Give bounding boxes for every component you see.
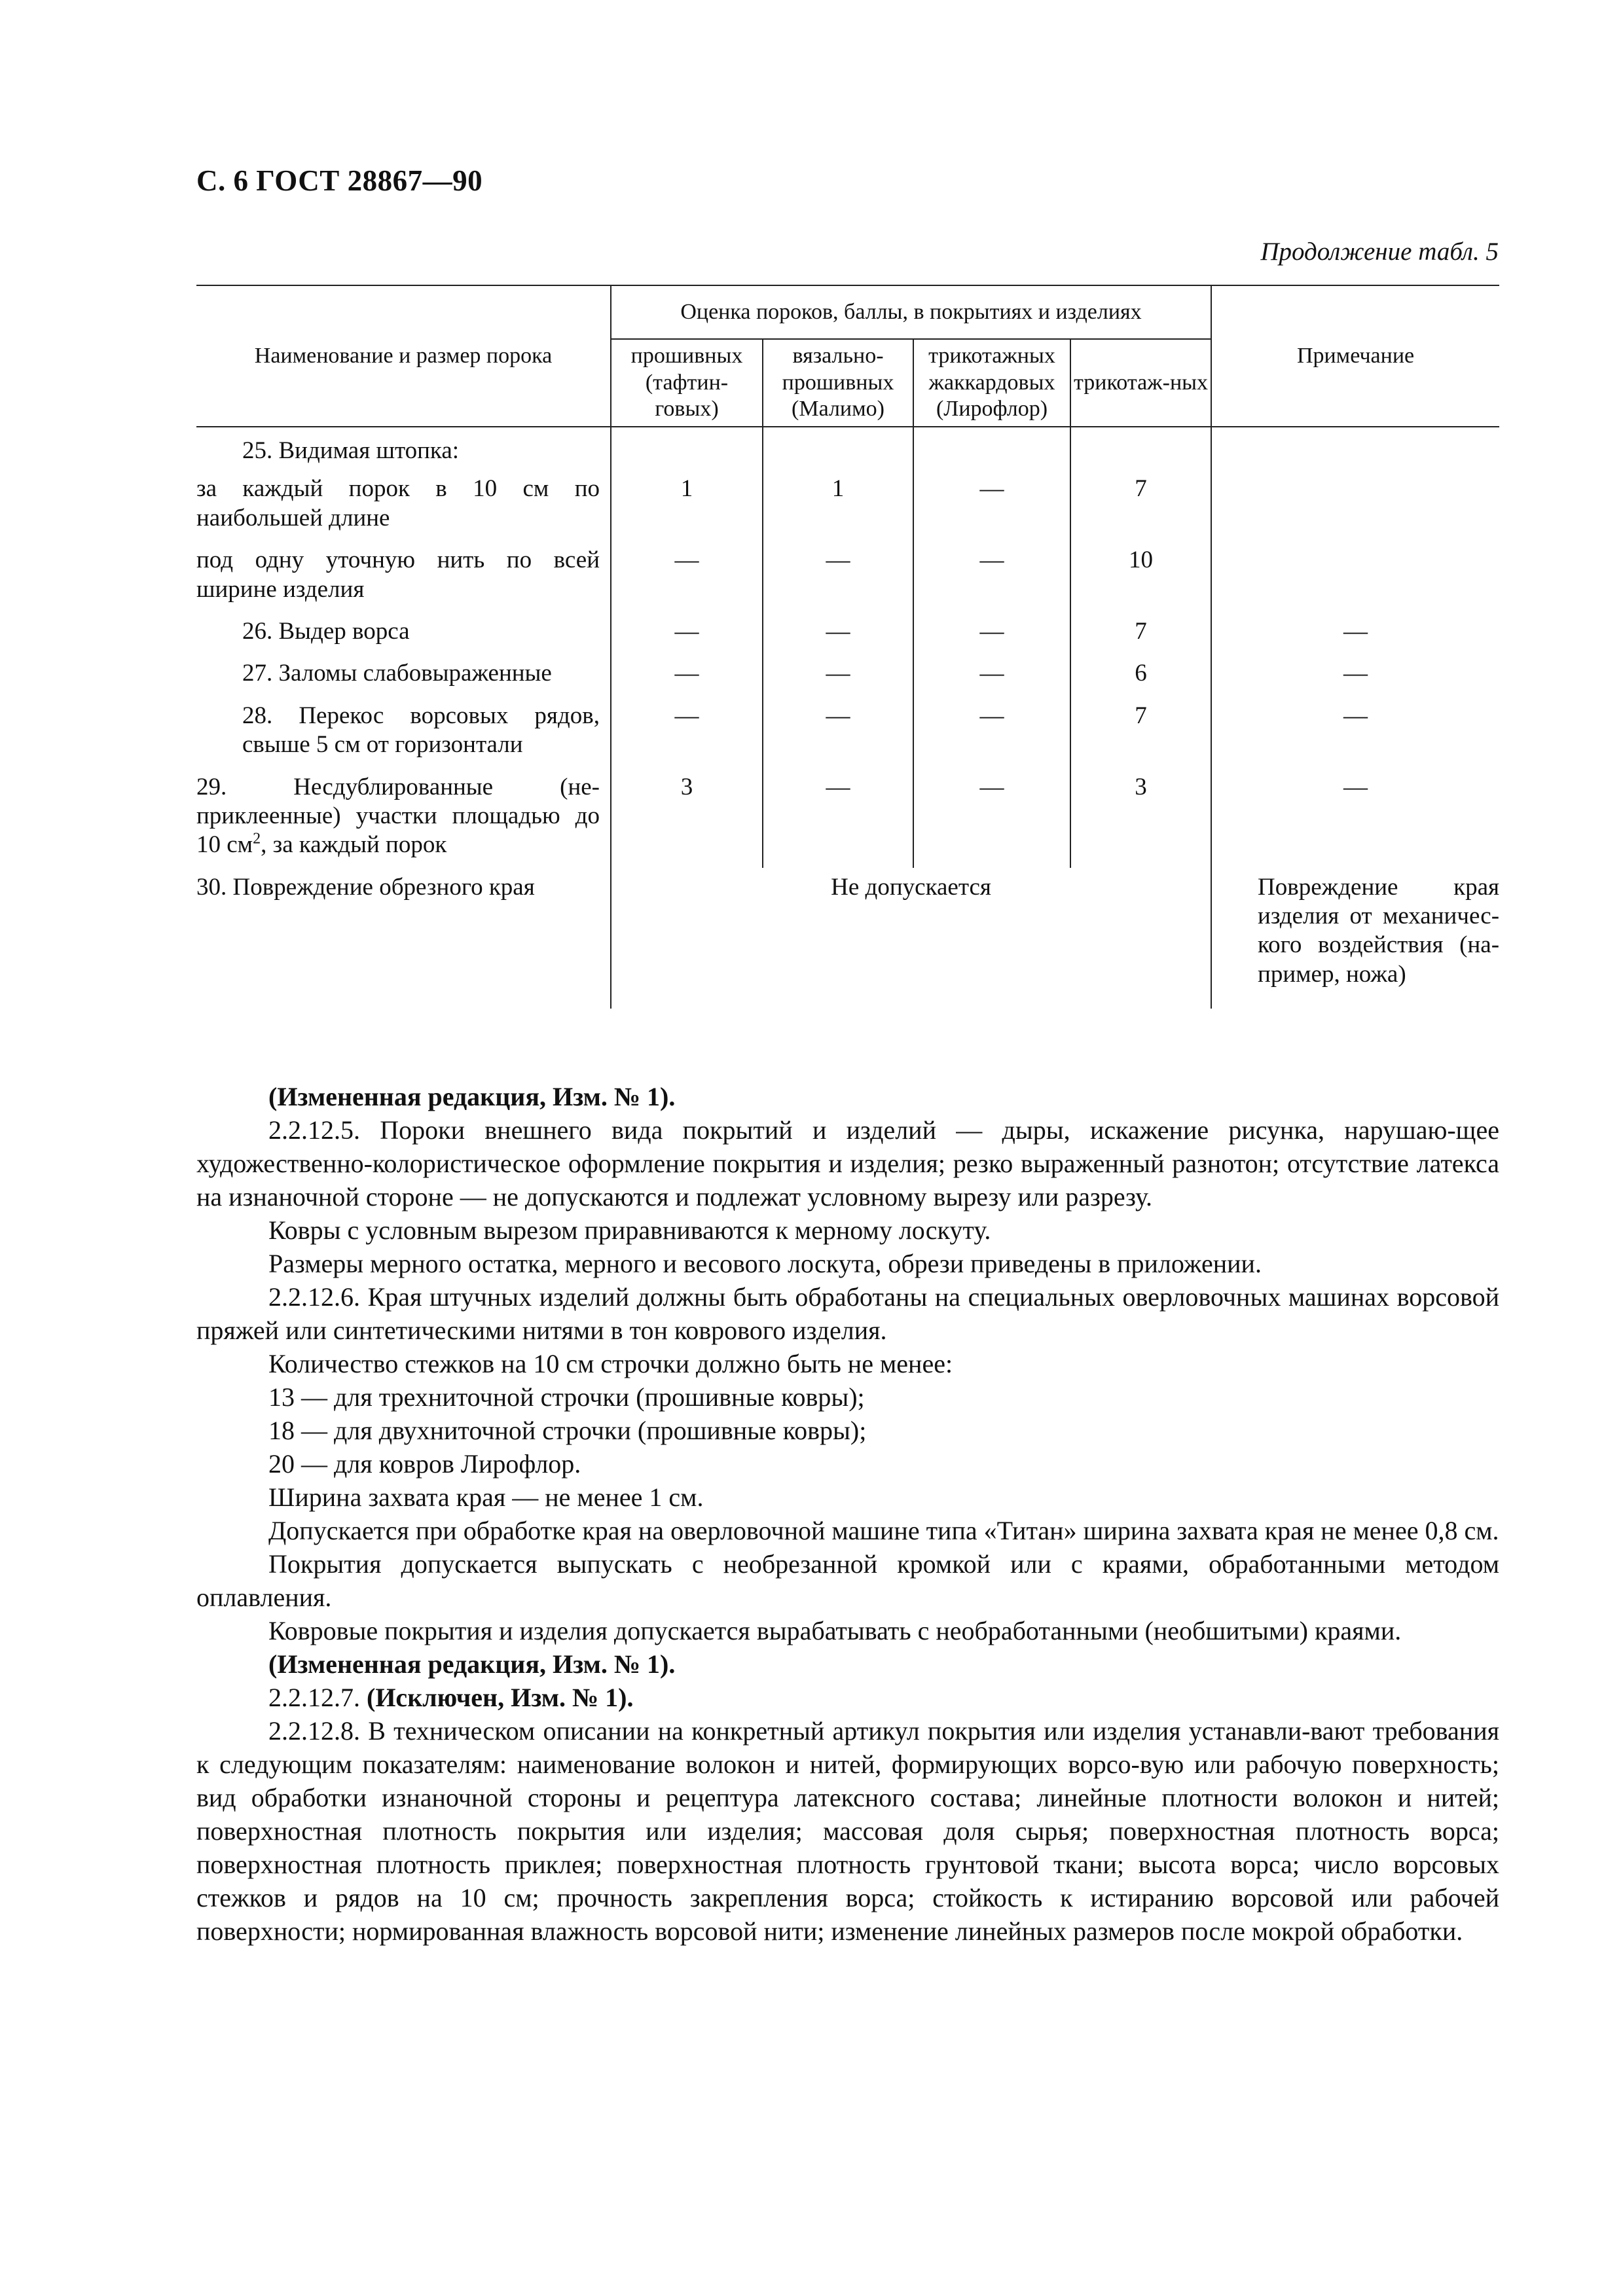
- score-cell: [913, 427, 1070, 469]
- paragraph: Ковры с условным вырезом приравниваются к мерному лоскуту.: [268, 1215, 991, 1245]
- defect-name: 28. Перекос ворсовых рядов, свыше 5 см от горизонтали: [196, 696, 611, 768]
- column-group-header: Оценка пороков, баллы, в покрытиях и изделиях: [611, 285, 1211, 339]
- score-cell: —: [611, 612, 763, 654]
- paragraph: Ковровые покрытия и изделия допускается вырабатывать с необработанными (необшитыми) краями.: [268, 1616, 1402, 1645]
- score-cell: 7: [1070, 696, 1211, 768]
- note-cell: —: [1343, 702, 1368, 729]
- score-cell: [611, 427, 763, 469]
- column-header-note: Примечание: [1211, 285, 1499, 427]
- column-header-name: Наименование и размер порока: [196, 285, 611, 427]
- score-cell: 3: [611, 768, 763, 868]
- score-cell: 1: [611, 469, 763, 541]
- score-cell: —: [913, 541, 1070, 612]
- list-item: 13 — для трехниточной строчки (прошивные ковры);: [268, 1382, 865, 1412]
- paragraph: Допускается при обработке края на оверловочной машине типа «Титан» ширина захвата края не менее 0,8 см.: [268, 1516, 1499, 1545]
- score-cell: —: [763, 696, 913, 768]
- defect-name: под одну уточную нить по всей ширине изделия: [196, 541, 611, 612]
- clause-excluded-note: (Исключен, Изм. № 1).: [367, 1683, 634, 1712]
- paragraph: Покрытия допускается выпускать с необрезанной кромкой или с краями, обработанными методом оплавления.: [196, 1549, 1499, 1612]
- score-cell: 10: [1070, 541, 1211, 612]
- defect-name: 26. Выдер ворса: [196, 612, 611, 654]
- score-cell: —: [913, 469, 1070, 541]
- paragraph: 2.2.12.8. В техническом описании на конкретный артикул покрытия или изделия устанавли-вают требования к следующим показателям: наименование волокон и нитей, формирующих ворсо-вую или рабочую поверхность; вид обработки изнаночной стороны и рецептура латексного состава; линейные плотности волокон и нитей; поверхностная плотность покрытия или изделия; массовая доля сырья; поверхностная плотность ворса; поверхностная плотность приклея; поверхностная плотность грунтовой ткани; высота ворса; число ворсовых стежков и рядов на 10 см; прочность закрепления ворса; стойкость к истиранию ворсовой или рабочей поверхности; нормированная влажность ворсовой нити; изменение линейных размеров после мокрой обработки.: [196, 1716, 1499, 1946]
- column-header-liroflor: трикотажных жаккардовых (Лирофлор): [913, 339, 1070, 427]
- score-cell: —: [763, 654, 913, 696]
- body-text: [196, 1080, 1499, 1948]
- merged-score-cell: Не допускается: [611, 868, 1211, 1009]
- amendment-note: (Измененная редакция, Изм. № 1).: [268, 1082, 676, 1111]
- score-cell: [1070, 427, 1211, 469]
- table-row: [196, 541, 1499, 612]
- paragraph: 2.2.12.6. Края штучных изделий должны быть обработаны на специальных оверловочных машинах ворсовой пряжей или синтетическими нитями в тон коврового изделия.: [196, 1282, 1499, 1345]
- list-item: 18 — для двухниточной строчки (прошивные ковры);: [268, 1416, 867, 1445]
- score-cell: —: [763, 541, 913, 612]
- score-cell: 7: [1070, 612, 1211, 654]
- column-header-knitted: трикотаж-ных: [1070, 339, 1211, 427]
- defect-name: 30. Повреждение обрезного края: [196, 868, 611, 1009]
- paragraph: Ширина захвата края — не менее 1 см.: [268, 1482, 704, 1512]
- score-cell: 1: [763, 469, 913, 541]
- table-row: [196, 696, 1499, 768]
- score-cell: [763, 427, 913, 469]
- score-cell: 6: [1070, 654, 1211, 696]
- table-row: [196, 469, 1499, 541]
- superscript: 2: [253, 830, 261, 848]
- table-row: [196, 612, 1499, 654]
- defect-name-tail: , за каждый порок: [261, 831, 447, 859]
- clause-number: 2.2.12.7.: [268, 1683, 360, 1712]
- table-continuation-label: Продолжение табл. 5: [1260, 238, 1499, 266]
- column-header-tufted: прошивных (тафтин-говых): [611, 339, 763, 427]
- score-cell: —: [611, 541, 763, 612]
- score-cell: —: [763, 768, 913, 868]
- score-cell: —: [611, 654, 763, 696]
- note-cell: Повреждение края изделия от механичес-кого воздействия (на-пример, ножа): [1258, 873, 1500, 988]
- list-item: 20 — для ковров Лирофлор.: [268, 1449, 581, 1479]
- defect-name: 25. Видимая штопка:: [196, 427, 611, 469]
- table-row: [196, 768, 1499, 868]
- table-row: [196, 868, 1499, 1009]
- column-header-malimo: вязально-прошивных (Малимо): [763, 339, 913, 427]
- note-cell: [1211, 427, 1499, 469]
- note-cell: —: [1343, 660, 1368, 687]
- score-cell: —: [913, 768, 1070, 868]
- table-row: [196, 654, 1499, 696]
- paragraph: Количество стежков на 10 см строчки должно быть не менее:: [268, 1349, 953, 1378]
- defect-name: 27. Заломы слабовыраженные: [196, 654, 611, 696]
- note-cell: [1211, 541, 1499, 612]
- defect-name: [196, 768, 611, 868]
- paragraph: 2.2.12.5. Пороки внешнего вида покрытий и изделий — дыры, искажение рисунка, нарушаю-щее художественно-колористическое оформление покрытия и изделия; резко выраженный разнотон; отсутствие латекса на изнаночной стороне — не допускаются и подлежат условному вырезу или разрезу.: [196, 1115, 1499, 1211]
- running-head: С. 6 ГОСТ 28867—90: [196, 164, 483, 197]
- note-cell: —: [1343, 773, 1368, 800]
- defect-name: за каждый порок в 10 см по наибольшей длине: [196, 469, 611, 541]
- score-cell: 7: [1070, 469, 1211, 541]
- score-cell: 3: [1070, 768, 1211, 868]
- defects-table: [196, 285, 1499, 1009]
- amendment-note: (Измененная редакция, Изм. № 1).: [268, 1649, 676, 1679]
- score-cell: —: [913, 654, 1070, 696]
- note-cell: [1211, 469, 1499, 541]
- paragraph: Размеры мерного остатка, мерного и весового лоскута, обрези приведены в приложении.: [268, 1249, 1262, 1278]
- table-header: [196, 285, 1499, 427]
- note-cell: —: [1343, 617, 1368, 645]
- score-cell: —: [913, 612, 1070, 654]
- score-cell: —: [913, 696, 1070, 768]
- table-row: [196, 427, 1499, 469]
- paragraph: [196, 1681, 1499, 1714]
- score-cell: —: [611, 696, 763, 768]
- score-cell: —: [763, 612, 913, 654]
- defect-name-text: 29. Несдублированные (не-приклеенные) участки площадью до 10 см: [196, 773, 600, 859]
